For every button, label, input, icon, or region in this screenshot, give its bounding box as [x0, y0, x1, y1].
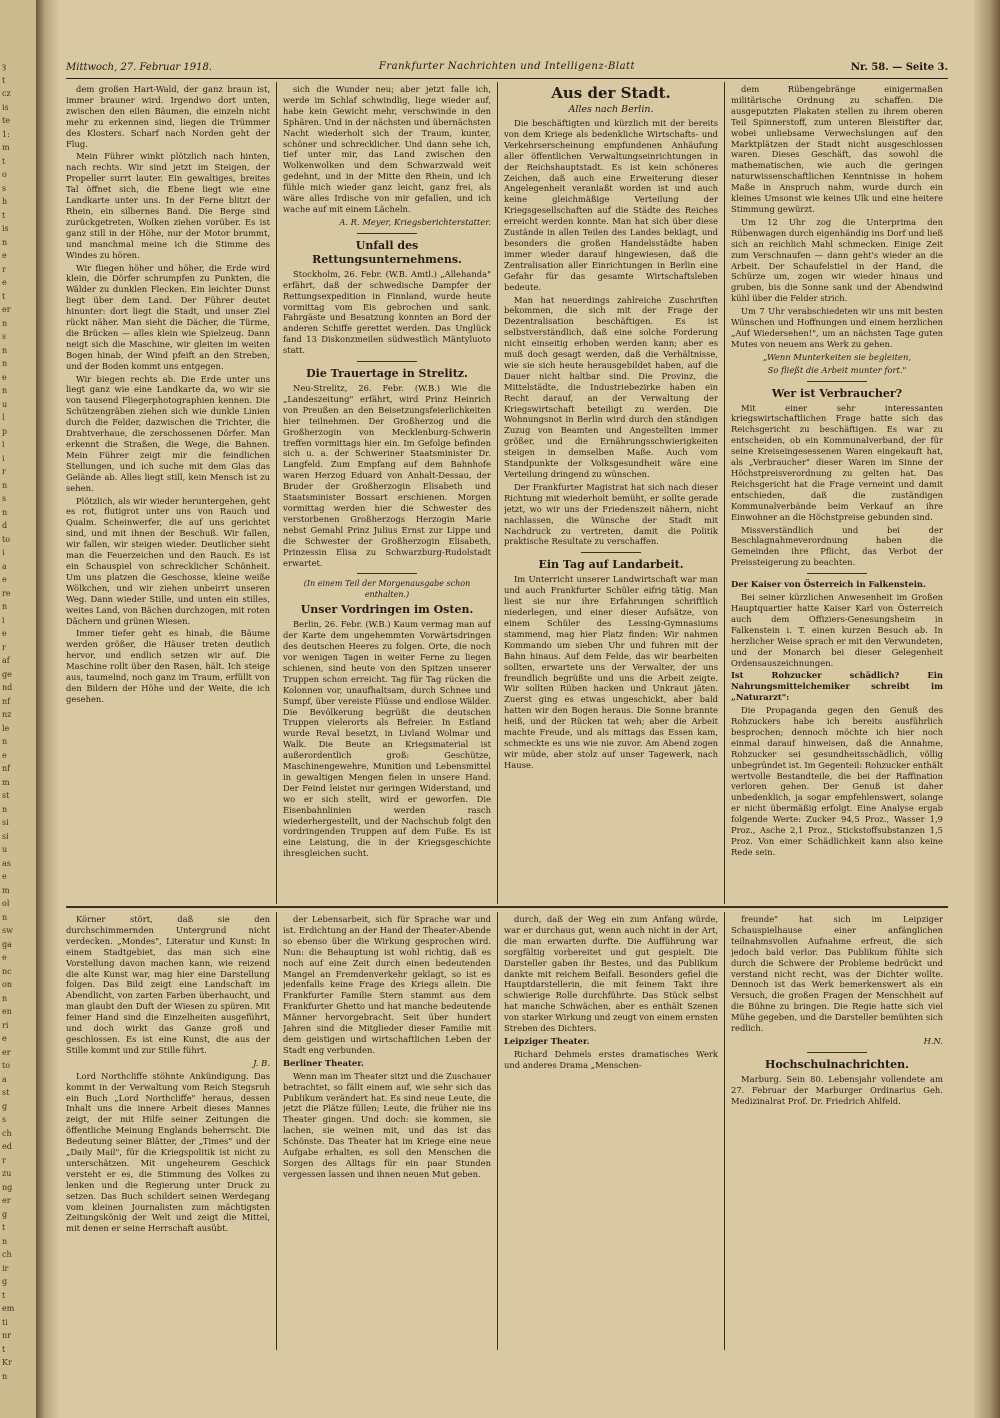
- fragment-text: e: [2, 1034, 7, 1043]
- fragment-text: ng: [2, 1182, 13, 1192]
- article-paragraph: Berliner Theater.: [283, 1057, 364, 1068]
- fragment-text: ol: [2, 899, 10, 908]
- column-rule: [497, 82, 498, 904]
- fragment-text: si: [2, 818, 9, 827]
- fragment-text: e: [2, 575, 7, 584]
- fragment-text: s: [2, 1115, 7, 1124]
- fragment-text: ti: [2, 1317, 8, 1327]
- fragment-text: r: [2, 467, 6, 476]
- fragment-text: t: [2, 291, 6, 301]
- fragment-text: n: [2, 507, 8, 517]
- fragment-text: e: [2, 953, 7, 962]
- fragment-text: u: [2, 845, 8, 854]
- article-paragraph: Richard Dehmels erstes dramatisches Werk und anderes Drama „Menschen-: [504, 1048, 718, 1070]
- fragment-text: n: [2, 993, 8, 1003]
- headline-university: Hochschulnachrichten.: [765, 1057, 909, 1071]
- fragment-text: g: [2, 1101, 8, 1111]
- fragment-text: ri: [2, 1020, 9, 1030]
- headline-berlin: Alles nach Berlin.: [568, 104, 654, 115]
- fragment-text: t: [2, 75, 6, 85]
- headline-consumer: Wer ist Verbraucher?: [771, 386, 903, 400]
- article-paragraph: Immer tiefer geht es hinab, die Bäume werden größer, die Häuser treten deutlich hervor, und endlich setzen wir auf. Die Maschine rollt über den Rasen, hält. Ich steige aus, taumelnd, noch ganz im Traum, erfüllt von den Bildern der Höhe und der Weite, die ich gesehen.: [66, 628, 270, 704]
- article-paragraph: Der Frankfurter Magistrat hat sich nach dieser Richtung mit wiederholt bemüht, er sollte gerade jetzt, wo wir uns der Friedenszeit nähern, nicht nachlassen, die Wünsche der Stadt mit Nachdruck zu vertreten, damit die Politik praktische Resultate zu verschaffen.: [504, 481, 718, 547]
- fragment-text: e: [2, 872, 7, 881]
- fragment-text: te: [2, 116, 10, 125]
- fragment-text: g: [2, 1277, 8, 1286]
- article-paragraph: sich die Wunder neu; aber jetzt falle ich, werde im Schlaf schwindlig, liege wieder auf, habe kein Gewicht mehr, verschwinde in den Sphären. Und in der nächsten und übernächsten Nacht wiederholt sich der Traum, kunter, schöner und schrecklicher. Und dann sehe ich, tief unter mir, das Land zwischen den Wolkenwolken und dem Schwarzwald weit gedehnt, und in der Mitte den Rhein, und ich fühle mich wieder ganz leicht, ganz frei, als wäre alles Irdische von mir gefallen, und ich wache auf mit einem Lächeln.: [283, 84, 491, 214]
- article-divider: [807, 1052, 867, 1053]
- fragment-text: e: [2, 278, 7, 287]
- fragment-text: cz: [2, 89, 11, 98]
- headline-rescue: Unfall des Rettungsunternehmens.: [312, 238, 462, 266]
- fragment-text: u: [2, 399, 8, 409]
- fragment-text: i: [2, 615, 5, 625]
- fragment-text: r: [2, 1155, 6, 1165]
- fragment-text: nd: [2, 683, 13, 692]
- fragment-text: st: [2, 1088, 10, 1097]
- fragment-text: nc: [2, 966, 12, 976]
- fragment-text: n: [2, 318, 8, 328]
- article-paragraph: Plötzlich, als wir wieder heruntergehen, geht es rot, flutigrot unter uns von Rauch und Qualm. Scheinwerfer, die auf uns gerichtet sind, und mit ihnen der Beschuß. Wir fallen, wir fallen, wir steigen wieder. Deutlicher sieht man die Feuerzeichen und den Rauch. Es ist ein Schauspiel von schrecklicher Schönheit. Um uns platzen die Geschosse, kleine weiße Wölkchen, und wir ziehen unbeirrt unseren Weg. Dann wieder Stille, und unten ein stilles, weites Land, von Bächen durchzogen, mit roten Dächern und grünen Wiesen.: [66, 495, 270, 626]
- issue-date: Mittwoch, 27. Februar 1918.: [66, 62, 213, 73]
- fragment-text: i: [2, 548, 5, 557]
- article-paragraph: Der Kaiser von Österreich in Falkenstein.: [731, 579, 926, 590]
- article-divider: [807, 573, 867, 574]
- page-gutter: [36, 0, 60, 1418]
- article-paragraph: Lord Northcliffe stöhnte Ankündigung. Das kommt in der Verwaltung vom Reich Stegsruh ein Buch „Lord Northcliffe" heraus, dessen Inhalt uns die innere Arbeit dieses Mannes zeigt, der mit Hilfe seiner Zeitungen die öffentliche Meinung Englands beherrscht. Die Bedeutung seiner Blätter, der „Times" und der „Daily Mail", für die Kriegspolitik ist nicht zu unterschätzen. Mit ungeheurem Geschick versteht er es, die Stimmung des Volkes zu lenken und die Regierung unter Druck zu setzen. Das Buch schildert seinen Werdegang vom kleinen Journalisten zum mächtigsten Zeitungskönig der Welt und zeigt die Mittel, mit denen er seine Herrschaft ausübt.: [66, 1070, 270, 1234]
- fragment-text: is: [2, 224, 9, 233]
- fragment-text: n: [2, 912, 8, 922]
- feuilleton-column-4: [731, 914, 943, 1348]
- fragment-text: e: [2, 372, 7, 382]
- article-paragraph: freunde" hat sich im Leipziger Schauspielhause einer anfänglichen teilnahmsvollen Aufnahme erfreut, die sich jedoch bald verlor. Das Publikum fühlte sich durch die Schwere der Probleme bedrückt und verstand nicht recht, was der Dichter wollte. Dennoch ist das Werk bemerkenswert als ein Versuch, die großen Fragen der Menschheit auf die Bühne zu bringen. Die Regie hatte sich viel Mühe gegeben, und die Darsteller bemühten sich redlich.: [731, 914, 943, 1034]
- headline-landwork: Ein Tag auf Landarbeit.: [538, 558, 684, 572]
- page-edge: [974, 0, 1000, 1418]
- fragment-text: Kr: [2, 1358, 12, 1367]
- article-paragraph: Bei seiner kürzlichen Anwesenheit im Großen Hauptquartier hatte Kaiser Karl von Österreich auch dem Offiziers-Genesungsheim in Falkenstein i. T. einen kurzen Besuch ab. In herzlicher Weise sprach er mit den Verwundeten, und der Monarch bei dieser Gelegenheit Ordensauszeichnungen.: [731, 592, 943, 668]
- article-paragraph: durch, daß der Weg ein zum Anfang würde, war er durchaus gut, wenn auch nicht in der Art, die man erwarten durfte. Die Aufführung war sorgfältig vorbereitet und gut gespielt. Die Darsteller gaben ihr Bestes, und das Publikum dankte mit reichem Beifall. Besonders gefiel die Hauptdarstellerin, die mit feinem Takt ihre schwierige Rolle durchführte. Das Stück selbst hat manche Schwächen, aber es enthält Szenen von starker Wirkung und zeugt von einem ernsten Streben des Dichters.: [504, 914, 718, 1034]
- article-paragraph: Wir fliegen höher und höher, die Erde wird klein, die Dörfer schrumpfen zu Punkten, die Wälder zu dunklen Flecken. Ein leichter Dunst liegt über dem Land. Der Führer deutet hinunter: dort liegt die Stadt, und unser Ziel rückt näher. Man sieht die Dächer, die Türme, die Brücken — alles klein wie Spielzeug. Dann neigt sich die Maschine, wir gleiten im weiten Bogen hinab, der Wind pfeift an den Streben, und der Boden kommt uns entgegen.: [66, 262, 270, 371]
- headline-mourning: Die Trauertage in Strelitz.: [306, 367, 468, 381]
- author-signature: J. B.: [253, 1057, 270, 1068]
- fragment-text: r: [2, 642, 6, 652]
- fragment-text: l: [2, 413, 5, 422]
- fragment-text: s: [2, 494, 7, 503]
- fragment-text: as: [2, 858, 11, 868]
- fragment-text: n: [2, 737, 8, 746]
- article-paragraph: Die Propaganda gegen den Genuß des Rohzuckers habe ich bereits ausführlich besprochen; dennoch möchte ich hier noch einmal darauf hinweisen, daß die Annahme, Rohzucker sei gesundheitsschädlich, völlig unbegründet ist. Im Gegenteil: Rohzucker enthält wertvolle Bestandteile, die bei der Raffination verloren gehen. Der Genuß ist daher unbedenklich, ja sogar empfehlenswert, solange er nicht übermäßig erfolgt. Eine Analyse ergab folgende Werte: Zucker 94,5 Proz., Wasser 1,9 Proz., Asche 2,1 Proz., Stickstoffsubstanzen 1,5 Proz. Von einer Schädlichkeit kann also keine Rede sein.: [731, 705, 943, 857]
- fragment-text: ed: [2, 1142, 12, 1151]
- column-rule: [276, 82, 277, 904]
- fragment-text: n: [2, 804, 8, 814]
- fragment-text: er: [2, 1196, 11, 1205]
- fragment-text: em: [2, 1304, 15, 1313]
- article-paragraph: Ist Rohzucker schädlich? Ein Nahrungsmittelchemiker schreibt im „Naturarzt":: [731, 670, 943, 703]
- fragment-text: er: [2, 305, 11, 314]
- fragment-text: t: [2, 156, 6, 166]
- fragment-text: ch: [2, 1250, 12, 1259]
- fragment-text: t: [2, 1344, 6, 1354]
- article-paragraph: dem Rübengebränge einigermaßen militärische Ordnung zu schaffen. Die ausgeputzten Plakaten stellen zu ihrem oberen Teil Spinnerstoff, zum unteren Bleistifter dar, wobei unliebsame Verwechslungen auf den Marktplätzen der Stadt nicht ausgeschlossen waren. Dieses Geschäft, das sowohl die mathematischen, wie auch die geringen naturwissenschaftlichen Kenntnisse in hohem Maße in Anspruch nahm, wurde durch ein kleines Umsonst wie keines Ulk und eine heitere Stimmung gewürzt.: [731, 84, 943, 214]
- feuilleton-column-1: [66, 914, 270, 1348]
- column-rule: [497, 912, 498, 1350]
- article-paragraph: der Lebensarbeit, sich für Sprache war und ist. Erdichtung an der Hand der Theater-Abende so ebenso über die Wirkung gesprochen wird. Nun: die Behauptung ist wohl richtig, daß es noch auf eine Zeit durch einen bedeutenden Mangel an Fremdenverkehr geklagt, so ist es jedenfalls keine Frage des Kriegs allein. Die Frankfurter Familie Stern stammt aus dem Frankfurter Ghetto und hat manche bedeutende Männer hervorgebracht. Seit über hundert Jahren sind die Mitglieder dieser Familie mit dem geistigen und wirtschaftlichen Leben der Stadt eng verbunden.: [283, 914, 491, 1055]
- fragment-text: n: [2, 1371, 8, 1381]
- fragment-text: le: [2, 723, 10, 733]
- fragment-text: t: [2, 210, 6, 220]
- article-paragraph: Wir biegen rechts ab. Die Erde unter uns liegt ganz wie eine Landkarte da, wo wir sie von tausend Fliegerphotographien kennen. Die Schützengräben ziehen sich wie dunkle Linien durch die Felder, dazwischen die Trichter, die Drahtverhaue, die zerschossenen Dörfer. Man erkennt die Straßen, die Wege, die Bahnen. Mein Führer zeigt mir die feindlichen Stellungen, und ich suche mit dem Glas das Gelände ab. Alles liegt still, kein Mensch ist zu sehen.: [66, 373, 270, 493]
- masthead-title: Frankfurter Nachrichten und Intelligenz-Blatt: [378, 61, 636, 72]
- fragment-text: nf: [2, 764, 11, 773]
- feuilleton-column-3: [504, 914, 718, 1348]
- fragment-text: a: [2, 1074, 7, 1084]
- fragment-text: to: [2, 1061, 11, 1070]
- column-rule: [276, 912, 277, 1350]
- fragment-text: m: [2, 885, 10, 895]
- fragment-text: m: [2, 777, 10, 787]
- column-rule: [724, 82, 725, 904]
- fragment-text: t: [2, 1223, 6, 1232]
- article-divider: [357, 361, 417, 362]
- article-paragraph: Im Unterricht unserer Landwirtschaft war man und auch Frankfurter Schüler eifrig tätig. Man liest sie nur ihre Erfahrungen schriftlich niederlegen, und einer dieser Aufsätze, von einem Schüler des Lessing-Gymnasiums stammend, mag hier Platz finden: Wir nahmen Kommando um sieben Uhr und fuhren mit der Bahn hinaus. Auf dem Felde, das wir bearbeiten sollten, erwartete uns der Verwalter, der uns freundlich begrüßte und uns die Arbeit zeigte. Wir sollten Rüben hacken und Unkraut jäten. Zuerst ging es etwas ungeschickt, aber bald hatten wir den Bogen heraus. Die Sonne brannte heiß, und der Rücken tat weh; aber die Arbeit machte Freude, und als mittags das Essen kam, schmeckte es uns wie nie zuvor. Am Abend zogen wir müde, aber stolz auf unser Tagewerk, nach Hause.: [504, 574, 718, 770]
- article-paragraph: Um 7 Uhr verabschiedeten wir uns mit besten Wünschen und Hoffnungen und einem herzlichen „Auf Wiedersehen!", um an nächsten Tage guten Mutes von neuem ans Werk zu gehen.: [731, 306, 943, 349]
- fragment-text: ge: [2, 669, 12, 679]
- article-paragraph: Leipziger Theater.: [504, 1035, 590, 1046]
- fragment-text: is: [2, 102, 9, 112]
- fragment-text: zu: [2, 1169, 12, 1178]
- author-signature: A. R. Meyer, Kriegsberichterstatter.: [339, 216, 491, 227]
- fragment-text: af: [2, 656, 10, 665]
- fragment-text: ga: [2, 939, 12, 949]
- fragment-text: n: [2, 602, 8, 611]
- fragment-text: n: [2, 386, 8, 395]
- article-paragraph: Neu-Strelitz, 26. Febr. (W.B.) Wie die „Landeszeitung" erfährt, wird Prinz Heinrich von Preußen an den Beisetzungsfeierlichkeiten hier teilnehmen. Der Großherzog und die Großherzogin von Mecklenburg-Schwerin treffen vormittags hier ein. Im Gefolge befinden sich u. a. der Schweriner Staatsminister Dr. Langfeld. Zum Empfang auf dem Bahnhofe waren Herzog Eduard von Anhalt-Dessau, der Bruder der Großherzogin Elisabeth und Staatsminister Bossart erschienen. Morgen vormittag werden hier die Schwester des verstorbenen Großherzogs Herzogin Marie nebst Gemahl Prinz Julius Ernst zur Lippe und die Schwester der Großherzogin Elisabeth, Prinzessin Elisa zu Schwarzburg-Rudolstadt erwartet.: [283, 383, 491, 568]
- fragment-text: d: [2, 521, 8, 530]
- edition-note: (In einem Teil der Morgenausgabe schon enthalten.): [303, 579, 471, 600]
- fragment-text: st: [2, 791, 10, 800]
- fragment-text: on: [2, 980, 12, 989]
- fragment-text: e: [2, 750, 7, 760]
- fragment-text: g: [2, 1209, 8, 1219]
- fragment-text: 1:: [2, 129, 10, 139]
- article-paragraph: Berlin, 26. Febr. (W.B.) Kaum vermag man auf der Karte dem ungehemmten Vorwärtsdringen des deutschen Heeres zu folgen. Orte, die noch vor wenigen Tagen in weiter Ferne zu liegen schienen, sind heute von den Spitzen unserer Truppen schon erreicht. Tag für Tag rücken die Kolonnen vor, unaufhaltsam, durch Schnee und Sumpf, über vereiste Flüsse und endlose Wälder. Die Bevölkerung begrüßt die deutschen Truppen vielerorts als Befreier. In Estland wurde Reval besetzt, in Livland Wolmar und Walk. Die Beute an Kriegsmaterial ist außerordentlich groß: Geschütze, Maschinengewehre, Munition und Lebensmittel in gewaltigen Mengen fielen in unsere Hand. Der Feind leistet nur geringen Widerstand, und wo er sich stellt, wird er geworfen. Die Eisenbahnlinien werden rasch wiederhergestellt, und der Nachschub folgt den vordringenden Truppen auf dem Fuße. Es ist eine Leistung, die in der Kriegsgeschichte ihresgleichen sucht.: [283, 619, 491, 859]
- article-paragraph: Man hat neuerdings zahlreiche Zuschriften bekommen, die sich mit der Frage der Dezentralisation beschäftigen. Es ist selbstverständlich, daß eine solche Forderung nicht einseitig erhoben werden kann; aber es muß doch gesagt werden, daß die Verhältnisse, wie sie sich heute herausgebildet haben, auf die Dauer nicht haltbar sind. Die Provinz, die Mittelstädte, die Industriebezirke haben ein Recht darauf, an der Verwaltung der Kriegswirtschaft beteiligt zu werden. Die Wohnungsnot in Berlin wird durch den ständigen Zuzug von Beamten und Angestellten immer größer, und die Ernährungsschwierigkeiten steigen in demselben Maße. Auch vom Standpunkte der Volksgesundheit wäre eine Verteilung dringend zu wünschen.: [504, 294, 718, 479]
- adjacent-page-fragment: [0, 0, 37, 1418]
- fragment-text: n: [2, 237, 8, 247]
- article-divider: [807, 381, 867, 382]
- fragment-text: o: [2, 170, 7, 179]
- fragment-text: n: [2, 345, 8, 355]
- fragment-text: ch: [2, 1128, 12, 1138]
- fragment-text: e: [2, 251, 7, 260]
- column-rule: [724, 912, 725, 1350]
- fragment-text: ȝ: [2, 62, 7, 71]
- column-1: [66, 84, 270, 902]
- fragment-text: er: [2, 1047, 11, 1057]
- article-paragraph: Stockholm, 26. Febr. (W.B. Amtl.) „Allehanda" erfährt, daß der schwedische Dampfer der Rettungsexpedition in Finnland, wurde heute vormittag vom Eis gebrochen und sank. Fahrgäste und Besatzung konnten an Bord der anderen Schiffe gerettet werden. Das Unglück fand 13 Diskonzmeilen südwestlich Mäntyluoto statt.: [283, 268, 491, 356]
- fragment-text: re: [2, 588, 11, 598]
- article-divider: [357, 573, 417, 574]
- article-paragraph: Mit einer sehr interessanten kriegswirtschaftlichen Frage hatte sich das Reichsgericht zu beschäftigen. Es war zu entscheiden, ob ein Kommunalverband, der für seine Kreiseingesessenen Waren eingekauft hat, als „Verbraucher" dieser Waren im Sinne der Höchstpreisverordnung zu gelten hat. Das Reichsgericht hat die Frage verneint und damit entschieden, daß die zuständigen Kommunalverbände beim Verkauf an ihre Einwohner an die Höchstpreise gebunden sind.: [731, 402, 943, 522]
- fragment-text: i: [2, 440, 5, 449]
- column-2: [283, 84, 491, 902]
- article-divider: [581, 552, 641, 553]
- fragment-text: m: [2, 143, 10, 152]
- verse-line: So fließt die Arbeit munter fort.": [767, 364, 907, 375]
- fragment-text: e: [2, 629, 7, 638]
- section-headline: Aus der Stadt.: [551, 84, 671, 102]
- article-paragraph: Wenn man im Theater sitzt und die Zuschauer betrachtet, so fällt einem auf, wie sehr sich das Publikum verändert hat. Es sind neue Leute, die jetzt die Plätze füllen; Leute, die früher nie ins Theater gingen. Und doch: sie kommen, sie lachen, sie weinen mit, und das ist das Schönste. Das Theater hat im Kriege eine neue Aufgabe erhalten, es soll den Menschen die Sorgen des Alltags für ein paar Stunden vergessen lassen und ihnen neuen Mut geben.: [283, 1070, 491, 1179]
- fragment-text: h: [2, 197, 8, 206]
- section-divider: [66, 906, 948, 908]
- fragment-text: t: [2, 1290, 6, 1300]
- column-4: [731, 84, 943, 902]
- fragment-text: s: [2, 332, 7, 341]
- fragment-text: s: [2, 183, 7, 193]
- fragment-text: nz: [2, 710, 12, 719]
- feuilleton-column-2: [283, 914, 491, 1348]
- fragment-text: si: [2, 831, 9, 841]
- fragment-text: n: [2, 359, 8, 368]
- fragment-text: i: [2, 453, 5, 463]
- article-paragraph: dem großen Hart-Wald, der ganz braun ist, immer brauner wird. Irgendwo dort unten, zwischen den eilen Bäumen, die einzeln nicht mehr zu erkennen sind, liegen die Trümmer des Klosters. Scharf nach Norden geht der Flug.: [66, 84, 270, 149]
- fragment-text: n: [2, 1236, 8, 1246]
- article-paragraph: Die beschäftigten und kürzlich mit der bereits von dem Kriege als bedenkliche Wirtschafts- und Verkehrserscheinung empfundenen Anhäufung aller öffentlichen Verwaltungseinrichtungen in der Reichshauptstadt. Es ist kein schöneres Zeichen, daß auch eine Erweiterung dieser Angelegenheit veranlaßt worden ist und auch keine gleichmäßige Verteilung der Kriegsgesellschaften auf die Städte des Reiches erreicht werden konnte. Man hat sich über diese Zustände in allen Teilen des Landes beklagt, und besonders die großen Handelsstädte haben immer wieder darauf hingewiesen, daß die Zentralisation aller Einrichtungen in Berlin eine Gefahr für das gesamte Wirtschaftsleben bedeute.: [504, 118, 718, 292]
- fragment-text: en: [2, 1007, 12, 1016]
- column-3: [504, 84, 718, 902]
- article-paragraph: Missverständlich und bei der Beschlagnahmeverordnung haben die Gemeinden ihre Pflicht, das Verbot der Preissteigerung zu beachten.: [731, 524, 943, 568]
- author-signature: H.N.: [923, 1035, 943, 1046]
- fragment-text: n: [2, 480, 8, 490]
- article-paragraph: Mein Führer winkt plötzlich nach hinten, nach rechts. Wir sind jetzt im Steigen, der Propeller surrt lauter. Ein gewaltiges, breites Tal öffnet sich, die Ebene liegt wie eine Landkarte unter uns. In der Ferne blitzt der Rhein, ein silbernes Band. Die Berge sind zurückgetreten, Wolken ziehen vorüber. Es ist ganz still in der Höhe, nur der Motor brummt, und manchmal meine ich die Stimme des Windes zu hören.: [66, 151, 270, 260]
- fragment-text: p: [2, 426, 8, 436]
- fragment-text: sw: [2, 926, 13, 935]
- page-header: [66, 58, 948, 79]
- verse-line: „Wenn Munterkeiten sie begleiten,: [762, 351, 912, 362]
- article-paragraph: Um 12 Uhr zog die Unterprima den Rübenwagen durch eigenhändig ins Dorf und ließ sich an reichlich Mahl schmecken. Einige Zeit zum Verschnaufen — dann geht's wieder an die Arbeit. Der Schaufelstiel in der Hand, die Schürze um, zogen wir wieder hinaus und gruben, bis die Sonne sank und der Abendwind kühl über die Felder strich.: [731, 216, 943, 304]
- fragment-text: ir: [2, 1263, 9, 1273]
- article-divider: [357, 233, 417, 234]
- fragment-text: nr: [2, 1331, 11, 1340]
- fragment-text: a: [2, 561, 7, 571]
- article-paragraph: Körner stört, daß sie den durchschimmernden Untergrund nicht verdecken. „Mondes", Literatur und Kunst: In einem Stadtgebiet, das man sich eine Vorstellung davon machen kann, wie reizend die alte Kunst war, mag hier eine Darstellung folgen. Das Bild zeigt eine Landschaft im Abendlicht, von zarten Farben überhaucht, und man glaubt den Duft der Wiesen zu spüren. Mit feiner Hand sind die Einzelheiten ausgeführt, und doch wirkt das Ganze groß und geschlossen. Es ist eine Kunst, die aus der Stille kommt und zur Stille führt.: [66, 914, 270, 1055]
- headline-east: Unser Vordringen im Osten.: [300, 603, 474, 617]
- fragment-text: r: [2, 264, 6, 274]
- page-number: Nr. 58. — Seite 3.: [850, 62, 948, 73]
- article-paragraph: Marburg. Sein 80. Lebensjahr vollendete am 27. Februar der Marburger Ordinarius Geh. Medizinalrat Prof. Dr. Friedrich Ahlfeld.: [731, 1073, 943, 1106]
- fragment-text: to: [2, 534, 11, 544]
- fragment-text: nf: [2, 696, 11, 706]
